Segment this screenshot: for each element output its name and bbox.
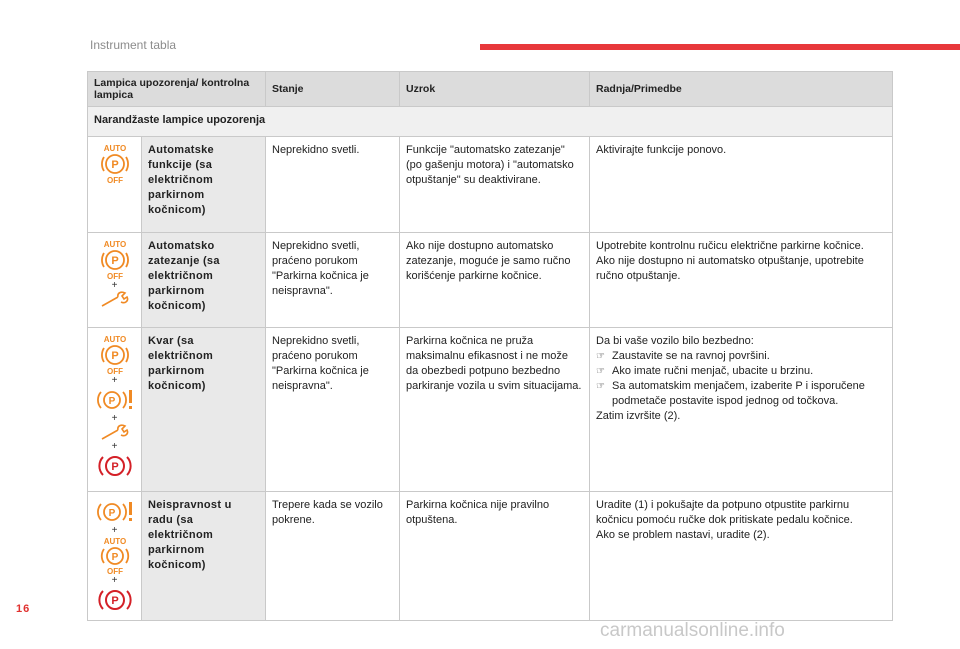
svg-text:P: P	[108, 396, 115, 407]
lamp-state: Neprekidno svetli, praćeno porukom "Parkirna kočnica je neispravna".	[266, 328, 400, 492]
auto-off-parking-icon	[98, 143, 132, 185]
list-item: ☞ Sa automatskim menjačem, izaberite P i isporučene podmetače postavite ispod jednog od točkova.	[596, 379, 886, 409]
lamp-action: Aktivirajte funkcije ponovo.	[590, 137, 893, 233]
page-number: 16	[16, 603, 31, 615]
table-row	[88, 137, 893, 233]
wrench-icon	[98, 424, 132, 442]
parking-fault-icon	[95, 386, 135, 414]
header-action: Radnja/Primedbe	[590, 72, 893, 107]
svg-text:P: P	[108, 508, 115, 519]
header-accent-bar	[480, 44, 960, 50]
section-title: Narandžaste lampice upozorenja	[88, 107, 893, 137]
lamp-cause: Funkcije "automatsko zatezanje" (po gašenju motora) i "automatsko otpuštanje" su deaktivirane.	[400, 137, 590, 233]
table-row	[88, 492, 893, 621]
svg-text:P: P	[110, 255, 119, 267]
icon-cell	[88, 492, 142, 621]
watermark: carmanualsonline.info	[600, 620, 785, 641]
header-cause: Uzrok	[400, 72, 590, 107]
plus-sign: +	[111, 375, 118, 386]
warning-lamps-table	[87, 71, 893, 621]
lamp-action: Upotrebite kontrolnu ručicu električne parkirne kočnice. Ako nije dostupno ni automatsko otpuštanje, upotrebite ručno otpuštanje.	[590, 233, 893, 328]
lamp-state: Neprekidno svetli, praćeno porukom "Parkirna kočnica je neispravna".	[266, 233, 400, 328]
svg-text:OFF: OFF	[106, 367, 123, 376]
auto-off-parking-icon	[98, 239, 132, 281]
header-lamp: Lampica upozorenja/ kontrolna lampica	[88, 72, 266, 107]
plus-sign: +	[111, 280, 118, 291]
svg-text:OFF: OFF	[106, 176, 123, 185]
plus-sign: +	[111, 441, 118, 452]
svg-text:OFF: OFF	[106, 272, 123, 281]
header-state: Stanje	[266, 72, 400, 107]
lamp-cause: Ako nije dostupno automatsko zatezanje, moguće je samo ručno korišćenje parkirne kočnice.	[400, 233, 590, 328]
svg-text:OFF: OFF	[106, 567, 123, 576]
svg-text:AUTO: AUTO	[103, 240, 126, 249]
lamp-name: Neispravnost u radu (sa električnom parkirnom kočnicom)	[142, 492, 266, 621]
svg-text:P: P	[111, 552, 118, 563]
plus-sign: +	[111, 525, 118, 536]
list-item: ☞ Ako imate ručni menjač, ubacite u brzinu.	[596, 364, 886, 379]
parking-brake-red-icon	[97, 586, 133, 614]
page-header-title: Instrument tabla	[90, 38, 177, 52]
svg-text:P: P	[110, 595, 119, 607]
action-bullet-list	[596, 349, 886, 409]
lamp-action: Uradite (1) i pokušajte da potpuno otpustite parkirnu kočnicu pomoću ručke dok pritiskate pedalu kočnice. Ako se problem nastavi, uradite (2).	[590, 492, 893, 621]
parking-fault-icon	[95, 498, 135, 526]
svg-text:P: P	[110, 159, 119, 171]
auto-off-parking-icon	[98, 536, 132, 576]
icon-cell	[88, 137, 142, 233]
table-row	[88, 233, 893, 328]
svg-text:P: P	[110, 350, 119, 362]
plus-sign: +	[111, 413, 118, 424]
svg-text:P: P	[110, 461, 119, 473]
lamp-state: Trepere kada se vozilo pokrene.	[266, 492, 400, 621]
table-header-row	[88, 72, 893, 107]
lamp-cause: Parkirna kočnica nije pravilno otpuštena.	[400, 492, 590, 621]
svg-text:AUTO: AUTO	[103, 335, 126, 344]
svg-text:AUTO: AUTO	[103, 537, 126, 546]
lamp-name: Kvar (sa električnom parkirnom kočnicom)	[142, 328, 266, 492]
svg-text:AUTO: AUTO	[103, 144, 126, 153]
icon-cell	[88, 233, 142, 328]
lamp-name: Automatske funkcije (sa električnom parkirnom kočnicom)	[142, 137, 266, 233]
action-intro: Da bi vaše vozilo bilo bezbedno:	[596, 335, 754, 347]
action-outro: Zatim izvršite (2).	[596, 410, 681, 422]
table-row	[88, 328, 893, 492]
plus-sign: +	[111, 575, 118, 586]
section-row	[88, 107, 893, 137]
icon-cell	[88, 328, 142, 492]
lamp-cause: Parkirna kočnica ne pruža maksimalnu efikasnost i ne može da obezbedi potpuno bezbedno parkiranje vozila u svim situacijama.	[400, 328, 590, 492]
lamp-name: Automatsko zatezanje (sa električnom parkirnom kočnicom)	[142, 233, 266, 328]
lamp-action	[590, 328, 893, 492]
list-item: ☞ Zaustavite se na ravnoj površini.	[596, 349, 886, 364]
parking-brake-red-icon	[97, 452, 133, 480]
wrench-icon	[98, 291, 132, 309]
lamp-state: Neprekidno svetli.	[266, 137, 400, 233]
auto-off-parking-icon	[98, 334, 132, 376]
